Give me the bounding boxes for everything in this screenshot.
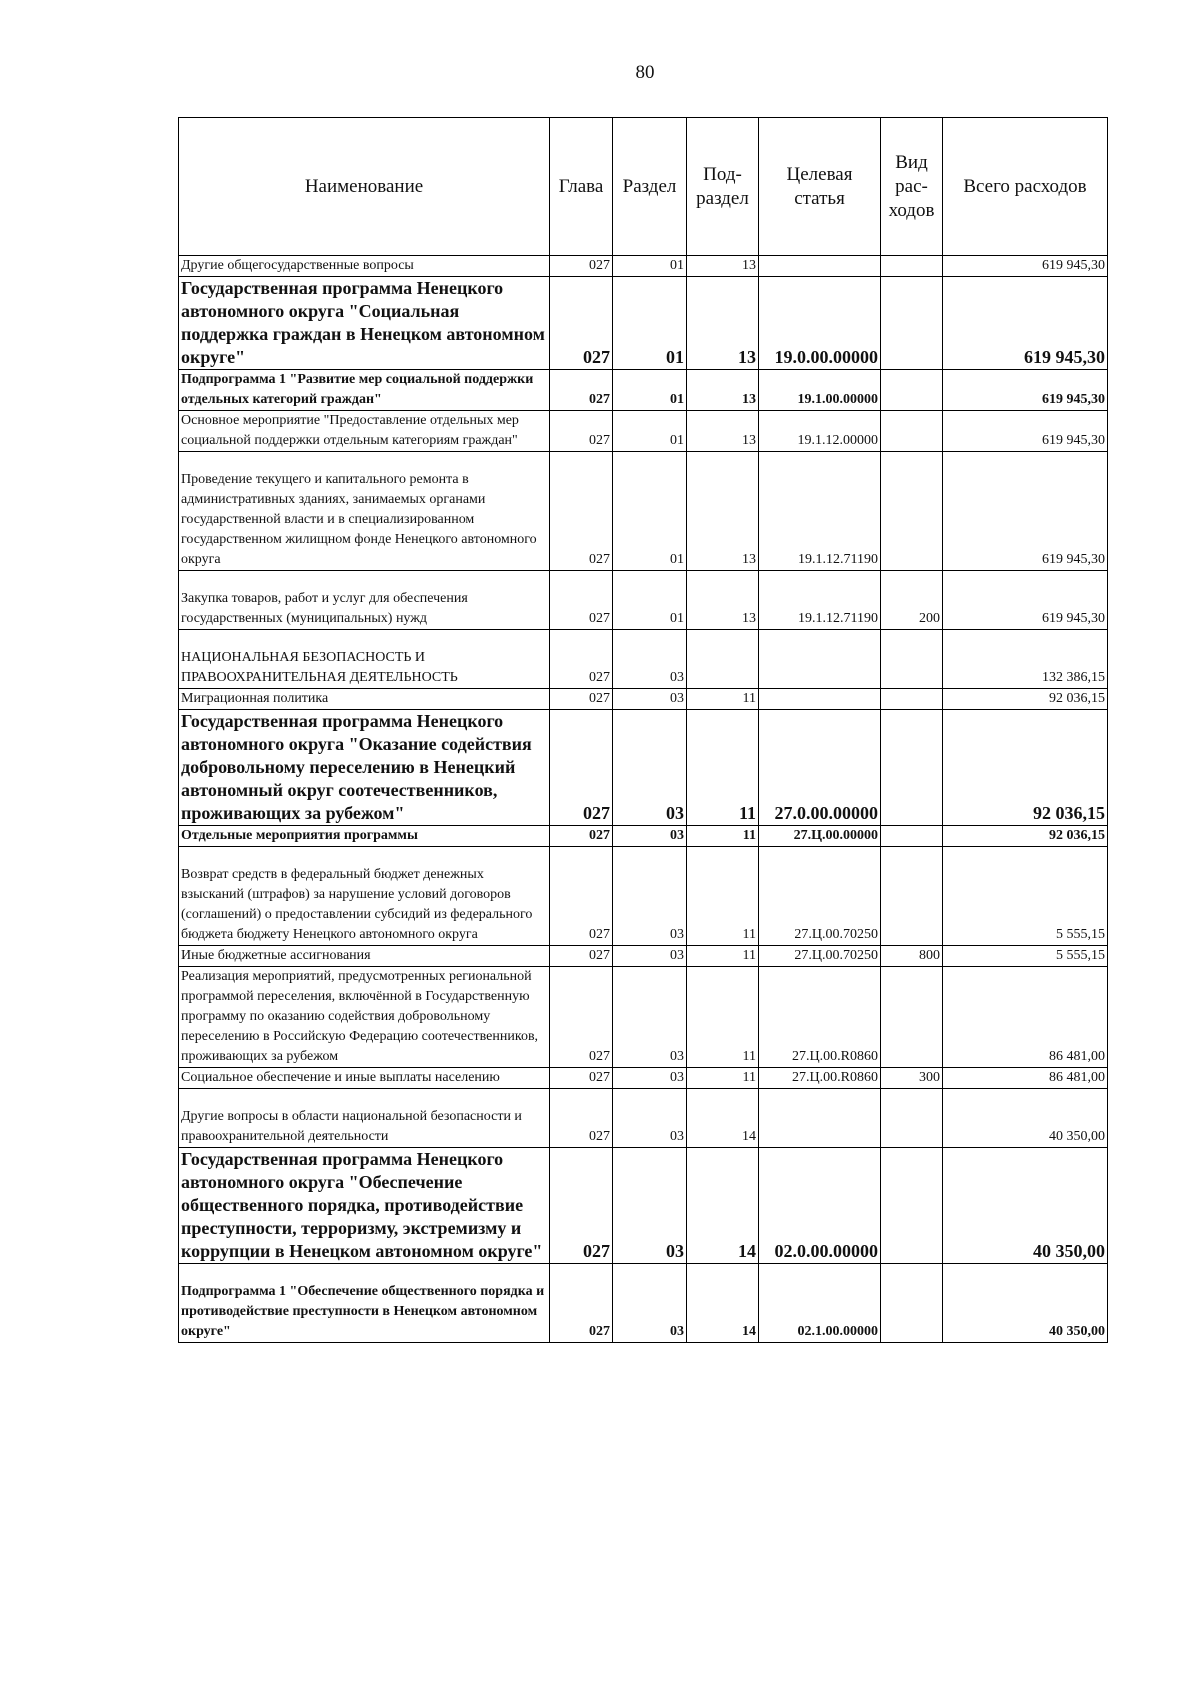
cell-podrazdel: 11 bbox=[687, 967, 759, 1068]
cell-glava: 027 bbox=[550, 826, 613, 847]
cell-total: 619 945,30 bbox=[943, 411, 1108, 452]
cell-name: Закупка товаров, работ и услуг для обеспечения государственных (муниципальных) нужд bbox=[179, 571, 550, 630]
table-row bbox=[179, 1264, 1108, 1343]
cell-podrazdel: 11 bbox=[687, 1068, 759, 1089]
cell-tselevaya: 27.Ц.00.R0860 bbox=[759, 967, 881, 1068]
cell-name: Возврат средств в федеральный бюджет денежных взысканий (штрафов) за нарушение условий договоров (соглашений) о предоставлении субсидий из федерального бюджета бюджету Ненецкого автономного округа bbox=[179, 847, 550, 946]
cell-glava: 027 bbox=[550, 967, 613, 1068]
cell-total: 619 945,30 bbox=[943, 571, 1108, 630]
cell-podrazdel: 13 bbox=[687, 277, 759, 370]
cell-name: Другие вопросы в области национальной безопасности и правоохранительной деятельности bbox=[179, 1089, 550, 1148]
cell-glava: 027 bbox=[550, 1264, 613, 1343]
cell-razdel: 03 bbox=[613, 847, 687, 946]
cell-total: 619 945,30 bbox=[943, 452, 1108, 571]
header-name: Наименование bbox=[179, 118, 550, 256]
cell-podrazdel: 13 bbox=[687, 452, 759, 571]
table-row bbox=[179, 826, 1108, 847]
cell-podrazdel bbox=[687, 630, 759, 689]
cell-name: Иные бюджетные ассигнования bbox=[179, 946, 550, 967]
cell-tselevaya: 19.1.00.00000 bbox=[759, 370, 881, 411]
cell-total: 5 555,15 bbox=[943, 847, 1108, 946]
cell-vid bbox=[881, 370, 943, 411]
cell-razdel: 01 bbox=[613, 571, 687, 630]
cell-name: Реализация мероприятий, предусмотренных региональной программой переселения, включённой в Государственную программу по оказанию содействия добровольному переселению в Российскую Федерацию соотечественников, проживающих за рубежом bbox=[179, 967, 550, 1068]
cell-podrazdel: 13 bbox=[687, 370, 759, 411]
cell-total: 619 945,30 bbox=[943, 370, 1108, 411]
cell-razdel: 01 bbox=[613, 411, 687, 452]
budget-table bbox=[178, 117, 1108, 1343]
cell-tselevaya: 27.0.00.00000 bbox=[759, 710, 881, 826]
cell-podrazdel: 11 bbox=[687, 826, 759, 847]
cell-razdel: 03 bbox=[613, 1068, 687, 1089]
cell-podrazdel: 11 bbox=[687, 710, 759, 826]
table-row bbox=[179, 256, 1108, 277]
cell-podrazdel: 13 bbox=[687, 256, 759, 277]
cell-glava: 027 bbox=[550, 946, 613, 967]
cell-tselevaya bbox=[759, 630, 881, 689]
cell-total: 40 350,00 bbox=[943, 1264, 1108, 1343]
cell-total: 40 350,00 bbox=[943, 1089, 1108, 1148]
cell-vid bbox=[881, 452, 943, 571]
cell-razdel: 03 bbox=[613, 967, 687, 1068]
cell-podrazdel: 13 bbox=[687, 411, 759, 452]
cell-vid bbox=[881, 630, 943, 689]
cell-total: 92 036,15 bbox=[943, 710, 1108, 826]
cell-total: 619 945,30 bbox=[943, 277, 1108, 370]
cell-razdel: 01 bbox=[613, 370, 687, 411]
cell-razdel: 03 bbox=[613, 1148, 687, 1264]
cell-tselevaya: 19.1.12.71190 bbox=[759, 452, 881, 571]
header-vid: Вид рас-ходов bbox=[881, 118, 943, 256]
table-row bbox=[179, 571, 1108, 630]
cell-vid bbox=[881, 710, 943, 826]
cell-vid bbox=[881, 411, 943, 452]
header-glava: Глава bbox=[550, 118, 613, 256]
cell-glava: 027 bbox=[550, 689, 613, 710]
cell-total: 132 386,15 bbox=[943, 630, 1108, 689]
cell-glava: 027 bbox=[550, 411, 613, 452]
header-podrazdel: Под-раздел bbox=[687, 118, 759, 256]
cell-razdel: 01 bbox=[613, 256, 687, 277]
cell-glava: 027 bbox=[550, 1068, 613, 1089]
cell-name: Отдельные мероприятия программы bbox=[179, 826, 550, 847]
cell-vid bbox=[881, 277, 943, 370]
table-row bbox=[179, 967, 1108, 1068]
table-header-row bbox=[179, 118, 1108, 256]
cell-vid: 200 bbox=[881, 571, 943, 630]
cell-glava: 027 bbox=[550, 452, 613, 571]
table-row bbox=[179, 1089, 1108, 1148]
cell-tselevaya: 02.1.00.00000 bbox=[759, 1264, 881, 1343]
cell-vid bbox=[881, 689, 943, 710]
cell-vid bbox=[881, 967, 943, 1068]
cell-name: Государственная программа Ненецкого автономного округа "Обеспечение общественного порядка, противодействие преступности, терроризму, экстремизму и коррупции в Ненецком автономном округе" bbox=[179, 1148, 550, 1264]
cell-razdel: 03 bbox=[613, 689, 687, 710]
cell-glava: 027 bbox=[550, 277, 613, 370]
cell-name: НАЦИОНАЛЬНАЯ БЕЗОПАСНОСТЬ И ПРАВООХРАНИТЕЛЬНАЯ ДЕЯТЕЛЬНОСТЬ bbox=[179, 630, 550, 689]
cell-glava: 027 bbox=[550, 710, 613, 826]
cell-podrazdel: 11 bbox=[687, 847, 759, 946]
cell-glava: 027 bbox=[550, 571, 613, 630]
cell-razdel: 01 bbox=[613, 452, 687, 571]
cell-name: Проведение текущего и капитального ремонта в административных зданиях, занимаемых органами государственной власти и в специализированном государственном жилищном фонде Ненецкого автономного округа bbox=[179, 452, 550, 571]
cell-tselevaya: 27.Ц.00.70250 bbox=[759, 946, 881, 967]
cell-vid: 300 bbox=[881, 1068, 943, 1089]
cell-podrazdel: 14 bbox=[687, 1089, 759, 1148]
cell-glava: 027 bbox=[550, 1089, 613, 1148]
cell-total: 619 945,30 bbox=[943, 256, 1108, 277]
cell-total: 92 036,15 bbox=[943, 689, 1108, 710]
cell-tselevaya: 19.1.12.00000 bbox=[759, 411, 881, 452]
cell-razdel: 03 bbox=[613, 1264, 687, 1343]
cell-name: Основное мероприятие "Предоставление отдельных мер социальной поддержки отдельным категориям граждан" bbox=[179, 411, 550, 452]
cell-tselevaya: 27.Ц.00.00000 bbox=[759, 826, 881, 847]
cell-name: Другие общегосударственные вопросы bbox=[179, 256, 550, 277]
cell-razdel: 03 bbox=[613, 826, 687, 847]
table-row bbox=[179, 1148, 1108, 1264]
cell-glava: 027 bbox=[550, 630, 613, 689]
cell-name: Подпрограмма 1 "Обеспечение общественного порядка и противодействие преступности в Ненецком автономном округе" bbox=[179, 1264, 550, 1343]
cell-vid bbox=[881, 847, 943, 946]
cell-razdel: 03 bbox=[613, 1089, 687, 1148]
table-row bbox=[179, 847, 1108, 946]
table-row bbox=[179, 1068, 1108, 1089]
table-row bbox=[179, 452, 1108, 571]
cell-glava: 027 bbox=[550, 1148, 613, 1264]
cell-podrazdel: 11 bbox=[687, 946, 759, 967]
cell-name: Государственная программа Ненецкого автономного округа "Социальная поддержка граждан в Ненецком автономном округе" bbox=[179, 277, 550, 370]
cell-total: 86 481,00 bbox=[943, 1068, 1108, 1089]
header-total: Всего расходов bbox=[943, 118, 1108, 256]
cell-tselevaya: 19.1.12.71190 bbox=[759, 571, 881, 630]
cell-vid bbox=[881, 256, 943, 277]
cell-total: 5 555,15 bbox=[943, 946, 1108, 967]
cell-podrazdel: 14 bbox=[687, 1148, 759, 1264]
cell-vid: 800 bbox=[881, 946, 943, 967]
cell-name: Социальное обеспечение и иные выплаты населению bbox=[179, 1068, 550, 1089]
table-row bbox=[179, 946, 1108, 967]
header-razdel: Раздел bbox=[613, 118, 687, 256]
cell-podrazdel: 11 bbox=[687, 689, 759, 710]
cell-vid bbox=[881, 1148, 943, 1264]
cell-razdel: 03 bbox=[613, 630, 687, 689]
cell-glava: 027 bbox=[550, 370, 613, 411]
cell-podrazdel: 13 bbox=[687, 571, 759, 630]
cell-name: Миграционная политика bbox=[179, 689, 550, 710]
cell-vid bbox=[881, 826, 943, 847]
cell-tselevaya: 27.Ц.00.R0860 bbox=[759, 1068, 881, 1089]
cell-tselevaya bbox=[759, 689, 881, 710]
table-row bbox=[179, 710, 1108, 826]
table-row bbox=[179, 277, 1108, 370]
cell-tselevaya: 02.0.00.00000 bbox=[759, 1148, 881, 1264]
table-row bbox=[179, 370, 1108, 411]
cell-total: 86 481,00 bbox=[943, 967, 1108, 1068]
cell-razdel: 01 bbox=[613, 277, 687, 370]
cell-vid bbox=[881, 1264, 943, 1343]
table-row bbox=[179, 689, 1108, 710]
table-row bbox=[179, 411, 1108, 452]
cell-glava: 027 bbox=[550, 256, 613, 277]
cell-razdel: 03 bbox=[613, 710, 687, 826]
table-row bbox=[179, 630, 1108, 689]
header-tselevaya: Целевая статья bbox=[759, 118, 881, 256]
cell-total: 92 036,15 bbox=[943, 826, 1108, 847]
cell-podrazdel: 14 bbox=[687, 1264, 759, 1343]
cell-razdel: 03 bbox=[613, 946, 687, 967]
cell-tselevaya: 19.0.00.00000 bbox=[759, 277, 881, 370]
cell-name: Государственная программа Ненецкого автономного округа "Оказание содействия добровольному переселению в Ненецкий автономный округ соотечественников, проживающих за рубежом" bbox=[179, 710, 550, 826]
cell-glava: 027 bbox=[550, 847, 613, 946]
cell-total: 40 350,00 bbox=[943, 1148, 1108, 1264]
cell-tselevaya bbox=[759, 256, 881, 277]
cell-name: Подпрограмма 1 "Развитие мер социальной поддержки отдельных категорий граждан" bbox=[179, 370, 550, 411]
cell-vid bbox=[881, 1089, 943, 1148]
page-number: 80 bbox=[635, 62, 655, 83]
cell-tselevaya bbox=[759, 1089, 881, 1148]
cell-tselevaya: 27.Ц.00.70250 bbox=[759, 847, 881, 946]
